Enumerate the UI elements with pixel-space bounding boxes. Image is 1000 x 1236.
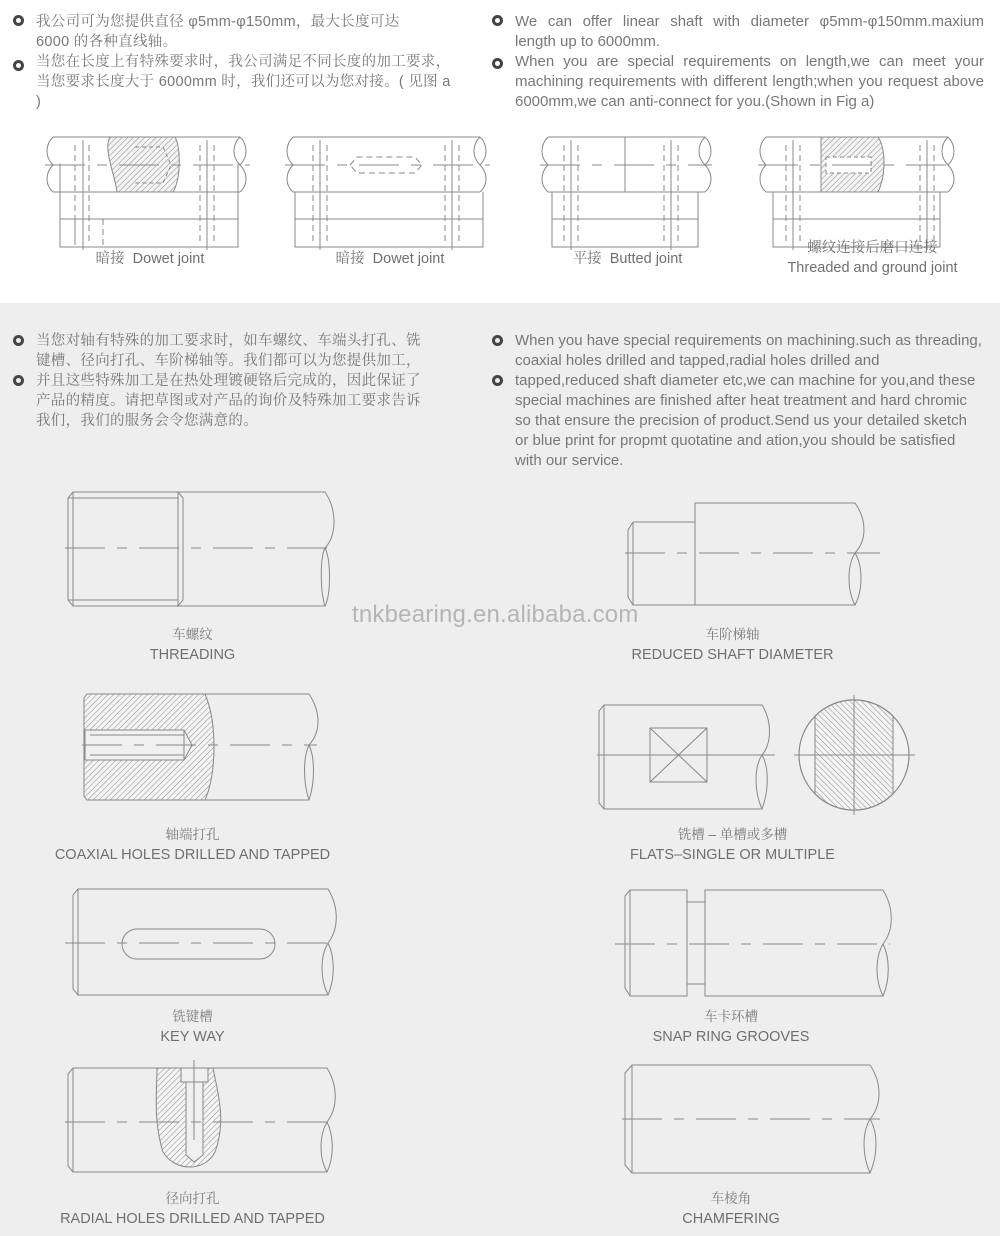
process-caption-threading: 车螺纹 THREADING [149, 627, 236, 663]
joint-caption-2: 暗接 Dowet joint [335, 251, 445, 267]
bullet-icon [13, 335, 24, 346]
process-caption-flats: 铣槽 – 单槽或多槽 FLATS–SINGLE OR MULTIPLE [630, 827, 835, 863]
intro-cn-2: 当您在长度上有特殊要求时，我公司满足不同长度的加工要求， 当您要求长度大于 6000mm 时，我们还可以为您对接。( 见图 a ) [36, 54, 451, 110]
keyway-diagram [65, 887, 335, 999]
bullet-icon [13, 60, 24, 71]
intro-cn-1: 我公司可为您提供直径 φ5mm-φ150mm，最大长度可达 6000 的各种直线轴。 [36, 14, 400, 50]
process-caption-keyway: 铣键槽 KEY WAY [160, 1009, 225, 1045]
bullet-icon [13, 15, 24, 26]
bullet-icon [492, 335, 503, 346]
bullet-icon [492, 375, 503, 386]
joint-caption-4: 螺纹连接后磨口连接 Threaded and ground joint [787, 240, 958, 276]
intro-en-2: When you are special requirements on length,we can meet your machining requirements with different length;when you request above 6000mm,we can anti-connect for you.(Shown in Fig a) [515, 53, 984, 110]
flats-diagram [597, 703, 927, 818]
threading-diagram [65, 490, 335, 610]
watermark-text: tnkbearing.en.alibaba.com [352, 601, 639, 628]
dowet-joint-diagram-2 [285, 135, 495, 225]
machining-en: When you have special requirements on machining.such as threading, coaxial holes drilled and tapped,radial holes drilled and tapped,reduced shaft diameter etc,we can machine for you,and these special machines are finished after heat treatment and hard chromic so that ensure the precision of product.Send us your detailed sketch or blue print for propmt quotatine and ation,you should be satisfied with our service. [515, 332, 982, 469]
bullet-icon [492, 15, 503, 26]
chamfering-diagram [622, 1063, 892, 1175]
bullet-icon [492, 58, 503, 69]
process-caption-reduced: 车阶梯轴 REDUCED SHAFT DIAMETER [631, 627, 834, 663]
machining-cn: 当您对轴有特殊的加工要求时，如车螺纹、车端头打孔、铣 键槽、径向打孔、车阶梯轴等。我们都可以为您提供加工， 并且这些特殊加工是在热处理镀硬铬后完成的，因此保证了 产品的精度。请把草图或对产品的询价及特殊加工要求告诉 我们，我们的服务会令您满意的。 [36, 333, 421, 429]
reduced-shaft-diagram [625, 500, 885, 610]
snap-ring-diagram [615, 888, 900, 1000]
intro-en-1: We can offer linear shaft with diameter φ5mm-φ150mm.maxium length up to 6000mm. [515, 13, 984, 50]
process-caption-chamfering: 车棱角 CHAMFERING [682, 1191, 780, 1227]
bullet-icon [13, 375, 24, 386]
threaded-ground-joint-diagram [758, 135, 958, 225]
radial-holes-diagram [65, 1060, 335, 1180]
process-caption-snap-ring: 车卡环槽 SNAP RING GROOVES [652, 1009, 810, 1045]
length-section [0, 0, 1000, 303]
joint-caption-1: 暗接 Dowet joint [95, 251, 205, 267]
butted-joint-diagram [540, 135, 715, 225]
process-caption-radial: 径向打孔 RADIAL HOLES DRILLED AND TAPPED [60, 1191, 325, 1227]
process-caption-coaxial: 轴端打孔 COAXIAL HOLES DRILLED AND TAPPED [54, 827, 331, 863]
joint-caption-3: 平接 Butted joint [572, 251, 683, 267]
coaxial-holes-diagram [82, 692, 322, 802]
dowet-joint-diagram-1 [45, 135, 255, 225]
